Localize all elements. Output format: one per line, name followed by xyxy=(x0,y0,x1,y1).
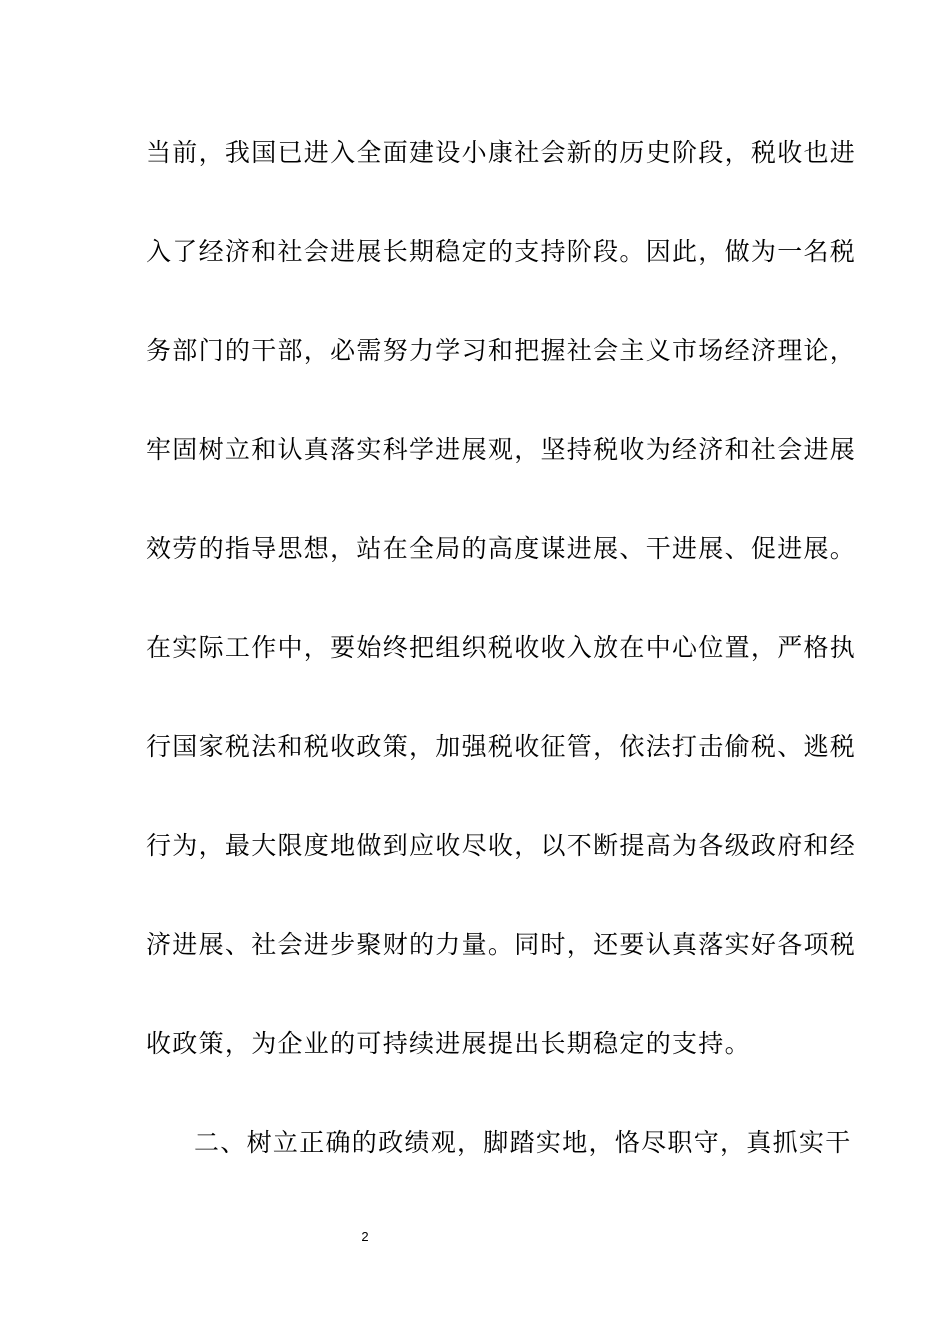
paragraph-line: 济进展、社会进步聚财的力量。同时，还要认真落实好各项税 xyxy=(146,930,857,959)
paragraph-line: 收政策，为企业的可持续进展提出长期稳定的支持。 xyxy=(146,1029,751,1058)
paragraph-line: 效劳的指导思想，站在全局的高度谋进展、干进展、促进展。 xyxy=(146,534,857,563)
paragraph-line: 行国家税法和税收政策，加强税收征管，依法打击偷税、逃税 xyxy=(146,732,857,761)
page-number: 2 xyxy=(361,1229,369,1244)
paragraph-line: 务部门的干部，必需努力学习和把握社会主义市场经济理论， xyxy=(146,336,857,365)
paragraph-line: 当前，我国已进入全面建设小康社会新的历史阶段，税收也进 xyxy=(146,138,857,167)
section-heading: 二、树立正确的政绩观，脚踏实地，恪尽职守，真抓实干 xyxy=(194,1128,852,1157)
paragraph-line: 行为，最大限度地做到应收尽收，以不断提高为各级政府和经 xyxy=(146,831,857,860)
paragraph-line: 牢固树立和认真落实科学进展观，坚持税收为经济和社会进展 xyxy=(146,435,857,464)
paragraph-line: 在实际工作中，要始终把组织税收收入放在中心位置，严格执 xyxy=(146,633,857,662)
paragraph-line: 入了经济和社会进展长期稳定的支持阶段。因此，做为一名税 xyxy=(146,237,857,266)
